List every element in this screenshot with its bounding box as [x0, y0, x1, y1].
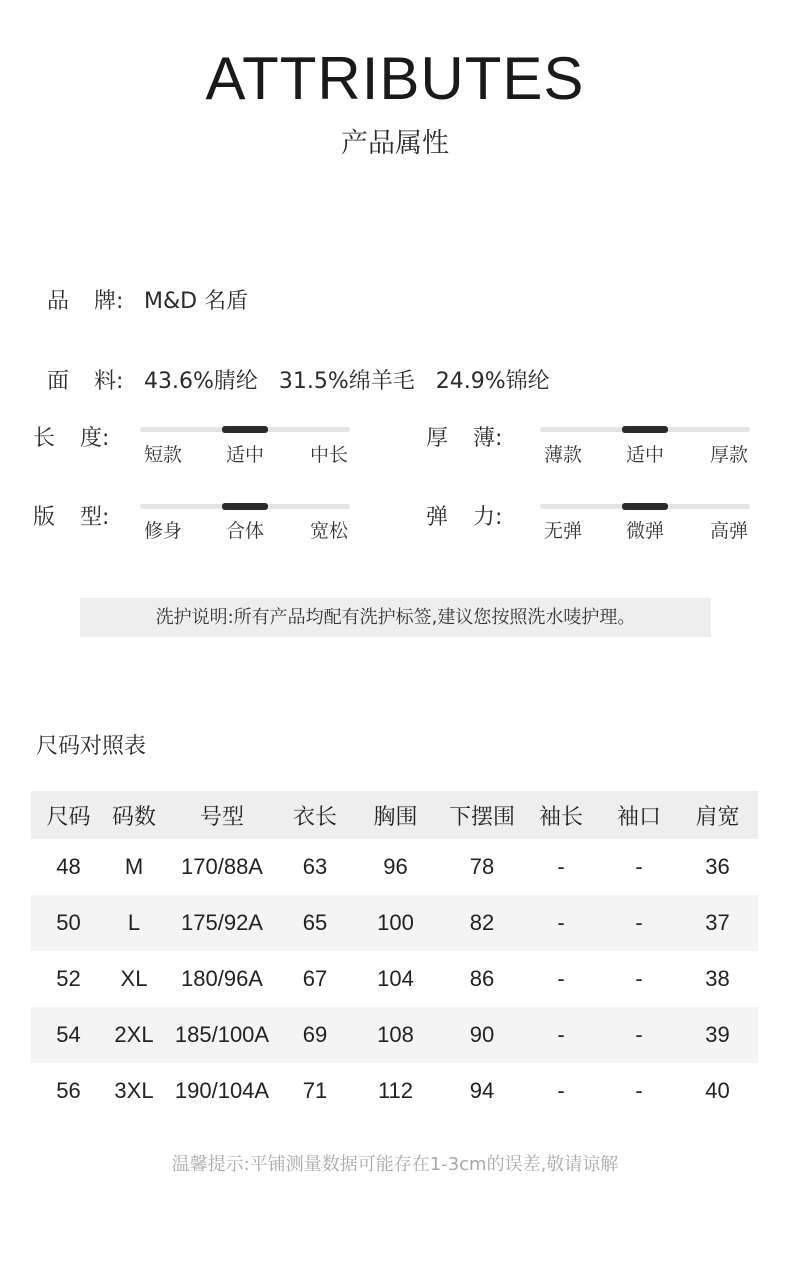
- table-cell: 82: [443, 895, 521, 951]
- table-cell: -: [557, 1078, 565, 1103]
- elasticity-label-2: 力:: [473, 505, 503, 530]
- table-cell: XL: [120, 966, 148, 991]
- page-subtitle: 产品属性: [341, 128, 449, 159]
- table-cell: -: [635, 1078, 643, 1103]
- table-cell: 190/104A: [174, 1078, 270, 1103]
- column-header: 下摆围: [443, 791, 521, 839]
- table-cell: 104: [377, 966, 414, 991]
- thickness-scale-indicator: [622, 426, 668, 433]
- table-cell: 56: [56, 1078, 81, 1103]
- table-cell: 170/88A: [181, 854, 263, 879]
- length-label: [33, 424, 133, 454]
- elasticity-option-slight: 微弹: [625, 520, 664, 542]
- brand-value: M&D 名盾: [144, 289, 249, 314]
- thickness-option-thin: 薄款: [543, 444, 582, 466]
- table-cell: -: [557, 854, 565, 879]
- table-cell: 78: [469, 854, 495, 879]
- table-cell: 71: [302, 1078, 328, 1103]
- table-row: [31, 1063, 758, 1119]
- column-header: 胸围: [348, 791, 443, 839]
- column-header: 肩宽: [677, 791, 758, 839]
- brand-label-1: 品: [47, 289, 70, 314]
- table-cell: 108: [348, 1007, 443, 1063]
- table-cell: 65: [282, 895, 348, 951]
- length-label-1: 长: [33, 426, 56, 451]
- fit-scale-indicator: [222, 503, 268, 510]
- elasticity-scale-track: [540, 504, 750, 509]
- fabric-label-2: 料:: [94, 369, 124, 394]
- elasticity-option-none: 无弹: [543, 520, 582, 542]
- fit-label: [33, 503, 133, 533]
- fit-option-loose: 宽松: [309, 520, 348, 542]
- table-cell: 52: [56, 966, 81, 991]
- page-title: ATTRIBUTES: [205, 45, 585, 112]
- table-cell: 86: [469, 966, 495, 991]
- table-cell: 54: [31, 1007, 106, 1063]
- brand-row: [33, 257, 248, 317]
- thickness-label: [426, 424, 526, 454]
- fabric-value: 43.6%腈纶 31.5%绵羊毛 24.9%锦纶: [144, 369, 550, 394]
- length-label-2: 度:: [80, 426, 110, 451]
- table-cell: -: [521, 1007, 601, 1063]
- table-cell: 50: [31, 895, 106, 951]
- elasticity-label-1: 弹: [426, 505, 449, 530]
- size-chart-title: 尺码对照表: [36, 734, 147, 759]
- fit-label-1: 版: [33, 505, 56, 530]
- fabric-row: [33, 337, 550, 397]
- table-cell: -: [557, 966, 565, 991]
- table-cell: 36: [705, 854, 730, 879]
- elasticity-option-high: 高弹: [709, 520, 748, 542]
- fit-scale-track: [140, 504, 350, 509]
- table-cell: 37: [677, 895, 758, 951]
- column-header: 袖长: [521, 791, 601, 839]
- fit-label-2: 型:: [80, 505, 110, 530]
- size-chart-header: [31, 791, 758, 839]
- length-option-short: 短款: [143, 444, 182, 466]
- table-cell: 63: [302, 854, 328, 879]
- table-cell: 67: [302, 966, 328, 991]
- column-header: 码数: [106, 791, 162, 839]
- table-cell: 90: [443, 1007, 521, 1063]
- thickness-label-1: 厚: [426, 426, 449, 451]
- table-cell: -: [521, 895, 601, 951]
- table-cell: 96: [383, 854, 408, 879]
- table-cell: -: [635, 854, 643, 879]
- table-cell: 185/100A: [162, 1007, 282, 1063]
- table-cell: 94: [469, 1078, 495, 1103]
- table-cell: -: [635, 966, 643, 991]
- table-cell: L: [106, 895, 162, 951]
- table-cell: 112: [377, 1078, 414, 1103]
- measurement-disclaimer: 温馨提示:平铺测量数据可能存在1-3cm的误差,敬请谅解: [171, 1154, 619, 1175]
- table-cell: 175/92A: [162, 895, 282, 951]
- table-row: [31, 895, 758, 951]
- thickness-option-thick: 厚款: [709, 444, 748, 466]
- column-header: 号型: [162, 791, 282, 839]
- care-note: 洗护说明:所有产品均配有洗护标签,建议您按照洗水唛护理。: [80, 598, 711, 637]
- table-cell: 100: [348, 895, 443, 951]
- column-header: 衣长: [282, 791, 348, 839]
- thickness-option-medium: 适中: [625, 444, 664, 466]
- length-option-long: 中长: [309, 444, 348, 466]
- table-cell: 38: [705, 966, 730, 991]
- table-row: [31, 1007, 758, 1063]
- table-cell: 3XL: [114, 1078, 154, 1103]
- table-cell: 180/96A: [181, 966, 263, 991]
- column-header: 袖口: [601, 791, 677, 839]
- table-cell: 48: [56, 854, 81, 879]
- thickness-label-2: 薄:: [473, 426, 503, 451]
- table-cell: -: [601, 1007, 677, 1063]
- table-cell: 69: [282, 1007, 348, 1063]
- table-cell: -: [601, 895, 677, 951]
- elasticity-scale-indicator: [622, 503, 668, 510]
- size-chart-table: [31, 791, 758, 1119]
- fabric-label-1: 面: [47, 369, 70, 394]
- table-cell: M: [124, 854, 144, 879]
- length-scale-indicator: [222, 426, 268, 433]
- length-option-medium: 适中: [225, 444, 264, 466]
- table-cell: 39: [677, 1007, 758, 1063]
- table-cell: 2XL: [106, 1007, 162, 1063]
- column-header: 尺码: [31, 791, 106, 839]
- table-row: [31, 951, 758, 1007]
- fit-option-slim: 修身: [143, 520, 182, 542]
- table-row: [31, 839, 758, 895]
- fit-option-regular: 合体: [225, 520, 264, 542]
- elasticity-label: [426, 503, 526, 533]
- thickness-scale-track: [540, 427, 750, 432]
- brand-label-2: 牌:: [94, 289, 124, 314]
- table-cell: 40: [705, 1078, 730, 1103]
- length-scale-track: [140, 427, 350, 432]
